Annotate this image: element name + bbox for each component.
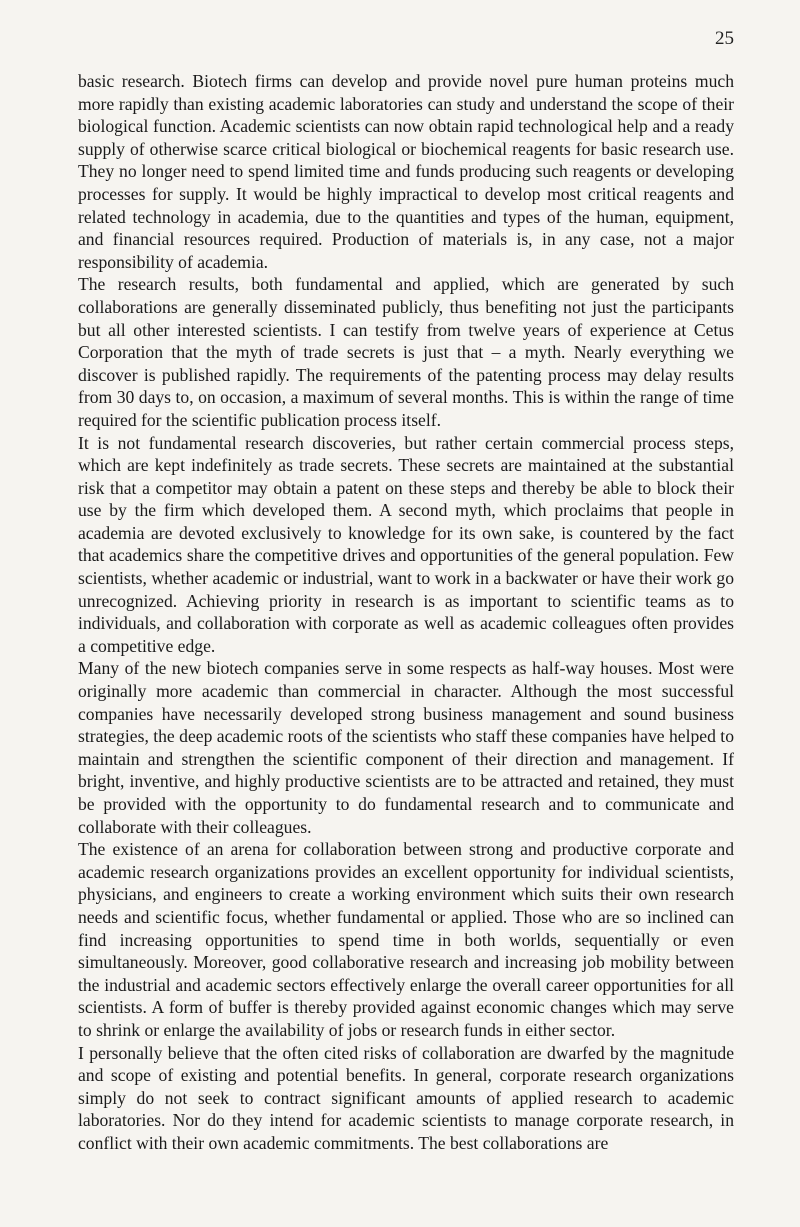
paragraph-5: The existence of an arena for collaboration between strong and productive corporate and academic research organizations provides an excellent opportunity for individual scientists, physicians, and engineers to create a working environment which suits their own research needs and scientific focus, whether fundamental or applied. Those who are so inclined can find increasing opportunities to spend time in both worlds, sequentially or even simultaneously. Moreover, good collaborative research and increasing job mobility between the industrial and academic sectors effectively enlarge the overall career opportunities for all scientists. A form of buffer is thereby provided against economic changes which may serve to shrink or enlarge the availability of jobs or research funds in either sector. bbox=[78, 839, 734, 1040]
paragraph-3: It is not fundamental research discoveries, but rather certain commercial process steps, which are kept indefinitely as trade secrets. These secrets are maintained at the substantial risk that a competitor may obtain a patent on these steps and thereby be able to block their use by the firm which developed them. A second myth, which proclaims that people in academia are devoted exclusively to knowledge for its own sake, is countered by the fact that academics share the competitive drives and opportunities of the general population. Few scientists, whether academic or industrial, want to work in a backwater or have their work go unrecognized. Achieving priority in research is as important to scientific teams as to individuals, and collaboration with corporate as well as academic colleagues often provides a competitive edge. bbox=[78, 432, 734, 656]
body-text bbox=[78, 70, 734, 1155]
paragraph-6: I personally believe that the often cited risks of collaboration are dwarfed by the magnitude and scope of existing and potential benefits. In general, corporate research organizations simply do not seek to contract significant amounts of applied research to academic laboratories. Nor do they intend for academic scientists to manage corporate research, in conflict with their own academic commitments. The best collaborations are bbox=[78, 1042, 734, 1153]
paragraph-4: Many of the new biotech companies serve in some respects as half-way houses. Most were originally more academic than commercial in character. Although the most successful companies have necessarily developed strong business management and sound business strategies, the deep academic roots of the scientists who staff these companies have helped to maintain and strengthen the scientific component of their direction and management. If bright, inventive, and highly productive scientists are to be attracted and retained, they must be provided with the opportunity to do fundamental research and to communicate and collaborate with their colleagues. bbox=[78, 658, 734, 837]
paragraph-2: The research results, both fundamental and applied, which are generated by such collaborations are generally disseminated publicly, thus benefiting not just the participants but all other interested scientists. I can testify from twelve years of experience at Cetus Corporation that the myth of trade secrets is just that – a myth. Nearly everything we discover is published rapidly. The requirements of the patenting process may delay results from 30 days to, on occasion, a maximum of several months. This is within the range of time required for the scientific publication process itself. bbox=[78, 274, 734, 430]
page-number: 25 bbox=[715, 28, 734, 49]
paragraph-1: basic research. Biotech firms can develop and provide novel pure human proteins much more rapidly than existing academic laboratories can study and understand the scope of their biological function. Academic scientists can now obtain rapid technological help and a ready supply of otherwise scarce critical biological or biochemical reagents for basic research use. They no longer need to spend limited time and funds producing such reagents or developing processes for supply. It would be highly impractical to develop most critical reagents and related technology in academia, due to the quantities and types of the human, equipment, and financial resources required. Production of materials is, in any case, not a major responsibility of academia. bbox=[78, 71, 734, 272]
